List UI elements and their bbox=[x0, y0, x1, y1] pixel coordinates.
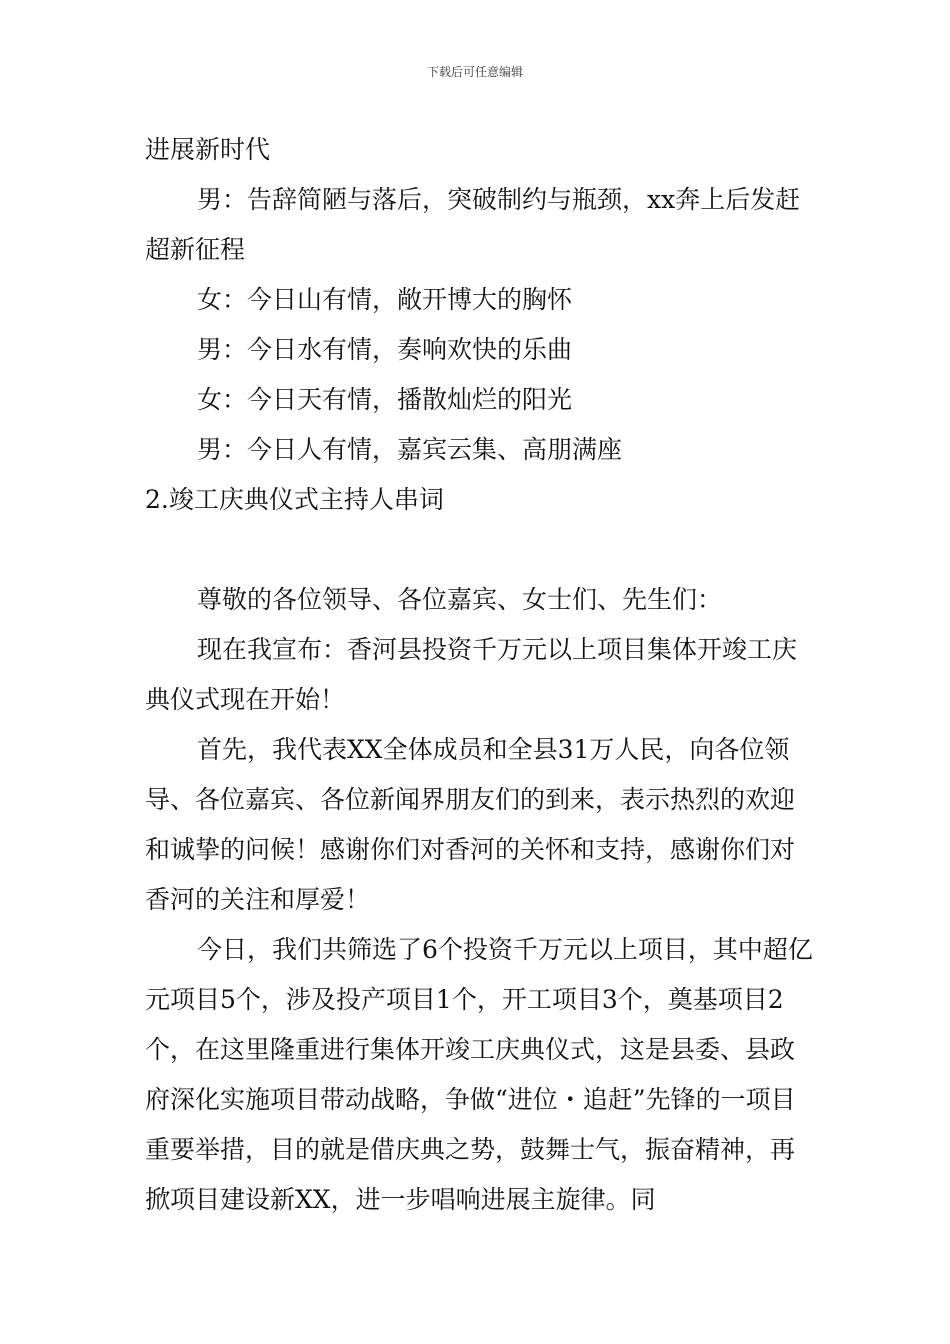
document-body bbox=[145, 125, 815, 1225]
section-heading: 2.竣工庆典仪式主持人串词 bbox=[145, 485, 444, 514]
paragraph-welcome: 首先，我代表XX全体成员和全县31万人民，向各位领导、各位嘉宾、各位新闻界朋友们的到来，表示热烈的欢迎和诚挚的问候！感谢你们对香河的关怀和支持，感谢你们对香河的关注和厚爱！ bbox=[145, 735, 796, 914]
paragraph-6: 男：今日人有情，嘉宾云集、高朋满座 bbox=[197, 435, 623, 464]
paragraph-3: 女：今日山有情，敞开博大的胸怀 bbox=[197, 285, 573, 314]
paragraph-4: 男：今日水有情，奏响欢快的乐曲 bbox=[197, 335, 573, 364]
blank-line bbox=[145, 525, 815, 575]
paragraph-projects: 今日，我们共筛选了6个投资千万元以上项目，其中超亿元项目5个，涉及投产项目1个，开工项目3个，奠基项目2个，在这里隆重进行集体开竣工庆典仪式，这是县委、县政府深化实施项目带动战略，争做“进位・追赶”先锋的一项目重要举措，目的就是借庆典之势，鼓舞士气，振奋精神，再掀项目建设新XX，进一步唱响进展主旋律。同 bbox=[145, 935, 813, 1214]
paragraph-salutation: 尊敬的各位领导、各位嘉宾、女士们、先生们： bbox=[197, 585, 723, 614]
page-header: 下载后可任意编辑 bbox=[426, 65, 523, 79]
paragraph-1: 进展新时代 bbox=[145, 135, 271, 164]
paragraph-5: 女：今日天有情，播散灿烂的阳光 bbox=[197, 385, 573, 414]
paragraph-announcement: 现在我宣布：香河县投资千万元以上项目集体开竣工庆典仪式现在开始！ bbox=[145, 635, 798, 714]
paragraph-2: 男：告辞简陋与落后，突破制约与瓶颈，xx奔上后发赶超新征程 bbox=[145, 185, 801, 264]
